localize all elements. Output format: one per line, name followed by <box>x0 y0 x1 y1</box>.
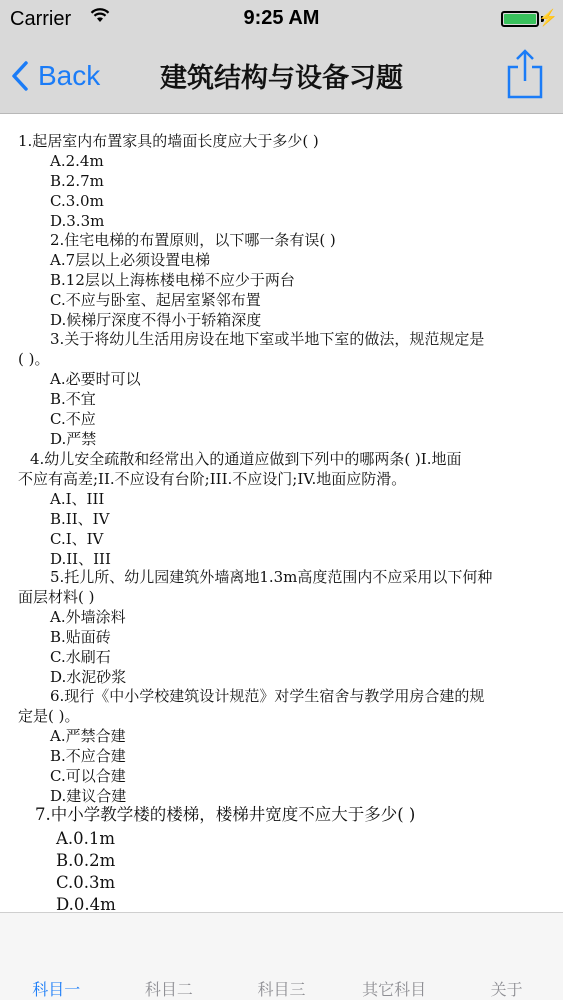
question-text-continued: 面层材料( ) <box>18 588 95 606</box>
tab-subject-3[interactable] <box>225 913 338 1001</box>
option-a: A.7层以上必须设置电梯 <box>50 251 211 269</box>
carrier-label: Carrier <box>10 8 72 30</box>
back-button[interactable] <box>12 56 100 96</box>
tab-label: 其它科目 <box>362 980 427 999</box>
option-b: B.2.7m <box>50 172 104 190</box>
option-d: D.水泥砂浆 <box>50 668 127 686</box>
share-button[interactable] <box>505 48 545 100</box>
tab-bar <box>0 912 563 1000</box>
option-c: C.0.3m <box>56 873 116 892</box>
option-c: C.水刷石 <box>50 648 111 666</box>
tab-other-subjects[interactable] <box>338 913 451 1001</box>
option-c: C.3.0m <box>50 192 104 210</box>
navigation-bar <box>0 38 563 114</box>
tab-about[interactable] <box>450 913 563 1001</box>
option-d: D.II、III <box>50 550 111 568</box>
question-text-continued: 定是( )。 <box>18 707 80 725</box>
question-text-continued: ( )。 <box>18 350 50 368</box>
clock: 9:25 AM <box>243 7 320 29</box>
option-b: B.0.2m <box>56 851 116 870</box>
option-d: D.候梯厅深度不得小于轿箱深度 <box>50 311 262 329</box>
tab-label: 关于 <box>490 980 523 999</box>
tab-label: 科目一 <box>32 980 81 999</box>
question-text: 6.现行《中小学校建筑设计规范》对学生宿舍与教学用房合建的规 <box>50 687 485 705</box>
option-a: A.严禁合建 <box>50 727 126 745</box>
option-d: D.3.3m <box>50 212 105 230</box>
question-text: 5.托儿所、幼儿园建筑外墙离地1.3m高度范围内不应采用以下何种 <box>50 568 493 586</box>
question-4 <box>0 449 560 569</box>
question-list[interactable] <box>0 114 563 912</box>
question-text-continued: 不应有高差;II.不应设有台阶;III.不应设门;IV.地面应防滑。 <box>18 470 407 488</box>
chevron-left-icon <box>12 61 28 91</box>
option-b: B.12层以上海栋楼电梯不应少于两台 <box>50 271 295 289</box>
question-6 <box>0 686 560 806</box>
option-b: B.不宜 <box>50 390 96 408</box>
battery-icon <box>501 11 539 27</box>
charging-icon: ⚡ <box>538 10 558 27</box>
tab-label: 科目二 <box>144 980 193 999</box>
option-b: B.II、IV <box>50 510 110 528</box>
option-d: D.严禁 <box>50 430 97 448</box>
status-bar <box>0 0 563 38</box>
option-a: A.0.1m <box>56 829 116 848</box>
option-a: A.必要时可以 <box>50 370 141 388</box>
tab-label: 科目三 <box>257 980 306 999</box>
tab-subject-1[interactable] <box>0 913 113 1001</box>
question-text: 1.起居室内布置家具的墙面长度应大于多少( ) <box>18 132 319 150</box>
page-title: 建筑结构与设备习题 <box>160 63 403 94</box>
question-text: 2.住宅电梯的布置原则，以下哪一条有误( ) <box>50 231 336 249</box>
option-c: C.可以合建 <box>50 767 126 785</box>
option-c: C.不应与卧室、起居室紧邻布置 <box>50 291 261 309</box>
question-text: 7.中小学教学楼的楼梯，楼梯井宽度不应大于多少( ) <box>35 805 416 824</box>
question-3 <box>0 329 560 449</box>
option-b: B.不应合建 <box>50 747 126 765</box>
question-text: 4.幼儿安全疏散和经常出入的通道应做到下列中的哪两条( )I.地面 <box>30 450 462 468</box>
option-a: A.2.4m <box>50 152 104 170</box>
tab-subject-2[interactable] <box>113 913 226 1001</box>
question-7 <box>0 802 560 912</box>
question-5 <box>0 567 560 687</box>
option-b: B.贴面砖 <box>50 628 111 646</box>
option-a: A.I、III <box>50 490 105 508</box>
option-d: D.0.4m <box>56 895 116 912</box>
option-c: C.不应 <box>50 410 96 428</box>
option-d: D.建议合建 <box>50 787 127 805</box>
option-a: A.外墙涂料 <box>50 608 126 626</box>
share-icon <box>505 85 545 104</box>
question-1 <box>0 131 560 231</box>
option-c: C.I、IV <box>50 530 104 548</box>
question-text: 3.关于将幼儿生活用房设在地下室或半地下室的做法，规范规定是 <box>50 330 485 348</box>
question-2 <box>0 230 560 330</box>
back-label: Back <box>38 60 101 91</box>
